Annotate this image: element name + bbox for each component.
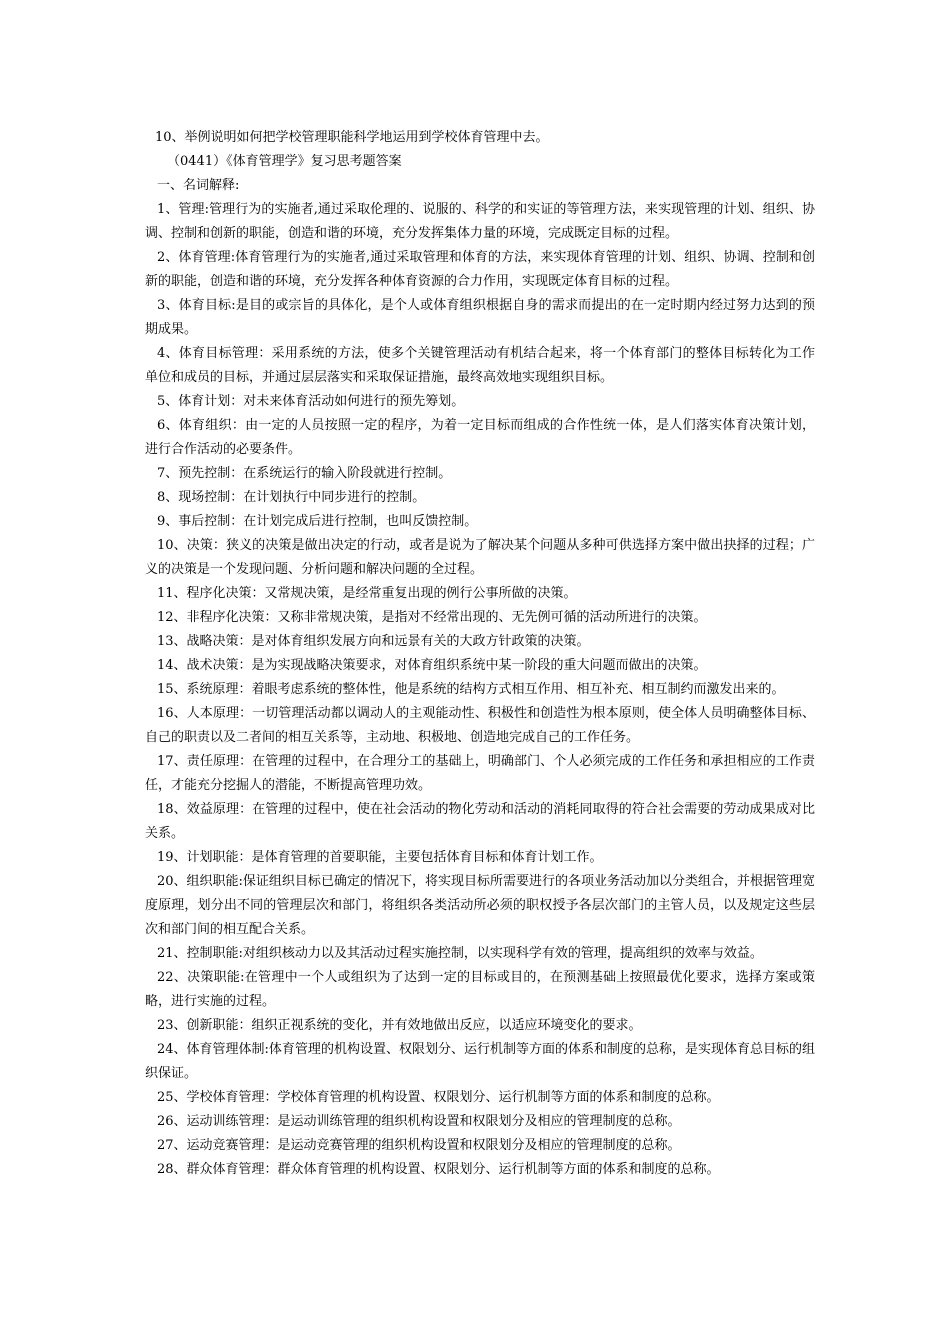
definition-item: 4、体育目标管理：采用系统的方法，使多个关键管理活动有机结合起来，将一个体育部门的整体目标转化为工作单位和成员的目标，并通过层层落实和采取保证措施，最终高效地实现组织目标。: [145, 346, 815, 385]
definition-item: 15、系统原理：着眼考虑系统的整体性，他是系统的结构方式相互作用、相互补充、相互制约而激发出来的。: [157, 682, 785, 697]
definition-item: 1、管理:管理行为的实施者,通过采取伦理的、说服的、科学的和实证的等管理方法，来实现管理的计划、组织、协调、控制和创新的职能，创造和谐的环境，充分发挥集体力量的环境，完成既定目标的过程。: [145, 202, 815, 241]
definition-item: 2、体育管理:体育管理行为的实施者,通过采取管理和体育的方法，来实现体育管理的计划、组织、协调、控制和创新的职能，创造和谐的环境，充分发挥各种体育资源的合力作用，实现既定体育目标的过程。: [145, 250, 815, 289]
section-heading: 一、名词解释:: [157, 178, 240, 193]
definition-item: 3、体育目标:是目的或宗旨的具体化，是个人或体育组织根据自身的需求而提出的在一定时期内经过努力达到的预期成果。: [145, 298, 815, 337]
definition-item: 19、计划职能：是体育管理的首要职能，主要包括体育目标和体育计划工作。: [157, 850, 603, 865]
definition-item: 16、人本原理：一切管理活动都以调动人的主观能动性、积极性和创造性为根本原则，使全体人员明确整体目标、自己的职责以及二者间的相互关系等，主动地、积极地、创造地完成自己的工作任务。: [145, 706, 815, 745]
definition-item: 14、战术决策：是为实现战略决策要求，对体育组织系统中某一阶段的重大问题而做出的决策。: [157, 658, 707, 673]
document-subtitle: （0441）《体育管理学》复习思考题答案: [167, 154, 402, 169]
definition-item: 24、体育管理体制:体育管理的机构设置、权限划分、运行机制等方面的体系和制度的总称，是实现体育总目标的组织保证。: [145, 1042, 815, 1081]
definition-item: 28、群众体育管理：群众体育管理的机构设置、权限划分、运行机制等方面的体系和制度的总称。: [157, 1162, 720, 1177]
document-page: [145, 126, 815, 1182]
definition-item: 8、现场控制：在计划执行中同步进行的控制。: [157, 490, 426, 505]
definition-item: 12、非程序化决策：又称非常规决策，是指对不经常出现的、无先例可循的活动所进行的决策。: [157, 610, 707, 625]
definition-item: 20、组织职能:保证组织目标已确定的情况下，将实现目标所需要进行的各项业务活动加以分类组合，并根据管理宽度原理，划分出不同的管理层次和部门，将组织各类活动所必须的职权授予各层次部门的主管人员，以及规定这些层次和部门间的相互配合关系。: [145, 874, 815, 937]
definition-item: 7、预先控制：在系统运行的输入阶段就进行控制。: [157, 466, 452, 481]
definition-item: 21、控制职能:对组织核动力以及其活动过程实施控制，以实现科学有效的管理，提高组织的效率与效益。: [157, 946, 763, 961]
definition-item: 22、决策职能:在管理中一个人或组织为了达到一定的目标或目的，在预测基础上按照最优化要求，选择方案或策略，进行实施的过程。: [145, 970, 815, 1009]
definition-item: 23、创新职能：组织正视系统的变化，并有效地做出反应，以适应环境变化的要求。: [157, 1018, 642, 1033]
definition-item: 5、体育计划：对未来体育活动如何进行的预先筹划。: [157, 394, 465, 409]
definition-item: 10、决策：狭义的决策是做出决定的行动，或者是说为了解决某个问题从多种可供选择方案中做出抉择的过程；广义的决策是一个发现问题、分析问题和解决问题的全过程。: [145, 538, 815, 577]
definition-item: 26、运动训练管理：是运动训练管理的组织机构设置和权限划分及相应的管理制度的总称。: [157, 1114, 681, 1129]
definition-item: 18、效益原理：在管理的过程中，使在社会活动的物化劳动和活动的消耗同取得的符合社会需要的劳动成果成对比关系。: [145, 802, 815, 841]
definition-item: 13、战略决策：是对体育组织发展方向和远景有关的大政方针政策的决策。: [157, 634, 590, 649]
definition-item: 27、运动竞赛管理：是运动竞赛管理的组织机构设置和权限划分及相应的管理制度的总称。: [157, 1138, 681, 1153]
definition-item: 25、学校体育管理：学校体育管理的机构设置、权限划分、运行机制等方面的体系和制度的总称。: [157, 1090, 720, 1105]
definition-item: 6、体育组织：由一定的人员按照一定的程序，为着一定目标而组成的合作性统一体，是人们落实体育决策计划，进行合作活动的必要条件。: [145, 418, 815, 457]
definition-item: 9、事后控制：在计划完成后进行控制，也叫反馈控制。: [157, 514, 478, 529]
intro-question: 10、举例说明如何把学校管理职能科学地运用到学校体育管理中去。: [155, 130, 549, 145]
definition-item: 17、责任原理：在管理的过程中，在合理分工的基础上，明确部门、个人必须完成的工作任务和承担相应的工作责任，才能充分挖掘人的潜能，不断提高管理功效。: [145, 754, 815, 793]
definition-item: 11、程序化决策：又常规决策，是经常重复出现的例行公事所做的决策。: [157, 586, 577, 601]
